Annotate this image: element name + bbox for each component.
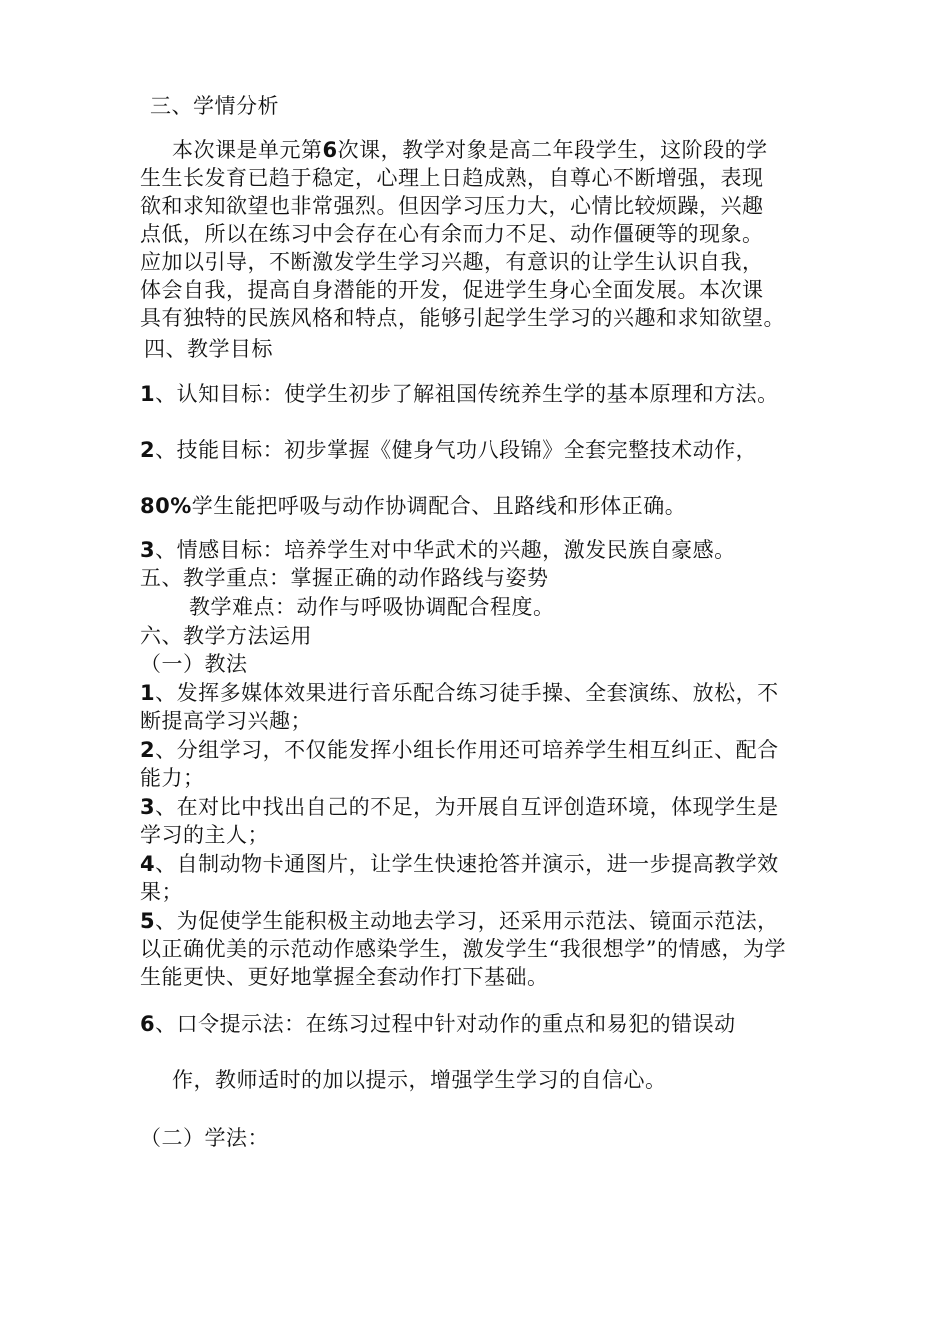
paragraph-line: 点低，所以在练习中会存在心有余而力不足、动作僵硬等的现象。 [140,222,764,246]
section-4-heading: 四、教学目标 [144,337,273,361]
method-item-continued: 作，教师适时的加以提示，增强学生学习的自信心。 [172,1068,667,1092]
goal-skill: 2、技能目标：初步掌握《健身气功八段锦》全套完整技术动作， [140,438,758,462]
method-item: 1、发挥多媒体效果进行音乐配合练习徒手操、全套演练、放松，不 [140,681,779,705]
method-item-continued: 能力； [140,766,205,790]
goal-cognitive: 1、认知目标：使学生初步了解祖国传统养生学的基本原理和方法。 [140,382,779,406]
difficulty-point: 教学难点：动作与呼吸协调配合程度。 [189,595,555,619]
section-3-heading: 三、学情分析 [150,94,279,118]
section-6-heading: 六、教学方法运用 [140,624,312,648]
goal-skill-continued: 80%学生能把呼吸与动作协调配合、且路线和形体正确。 [140,494,687,518]
paragraph-line: 生生长发育已趋于稳定，心理上日趋成熟，自尊心不断增强，表现 [140,166,764,190]
method-item: 3、在对比中找出自己的不足，为开展自互评创造环境，体现学生是 [140,795,779,819]
method-item: 6、口令提示法：在练习过程中针对动作的重点和易犯的错误动 [140,1012,736,1036]
method-item: 2、分组学习，不仅能发挥小组长作用还可培养学生相互纠正、配合 [140,738,779,762]
teaching-method-heading: （一）教法 [140,652,248,676]
paragraph-line: 本次课是单元第6次课，教学对象是高二年段学生，这阶段的学 [172,138,768,162]
paragraph-line: 具有独特的民族风格和特点，能够引起学生学习的兴趣和求知欲望。 [140,306,785,330]
paragraph-line: 应加以引导，不断激发学生学习兴趣，有意识的让学生认识自我， [140,250,764,274]
paragraph-line: 欲和求知欲望也非常强烈。但因学习压力大，心情比较烦躁，兴趣 [140,194,764,218]
key-point: 五、教学重点：掌握正确的动作路线与姿势 [140,566,549,590]
paragraph-line: 体会自我，提高自身潜能的开发，促进学生身心全面发展。本次课 [140,278,764,302]
method-item-continued: 生能更快、更好地掌握全套动作打下基础。 [140,965,549,989]
learning-method-heading: （二）学法： [140,1126,269,1150]
method-item: 5、为促使学生能积极主动地去学习，还采用示范法、镜面示范法， [140,909,779,933]
method-item-continued: 学习的主人； [140,823,269,847]
method-item-continued: 果； [140,880,183,904]
goal-emotional: 3、情感目标：培养学生对中华武术的兴趣，激发民族自豪感。 [140,538,736,562]
method-item-continued: 以正确优美的示范动作感染学生，激发学生“我很想学”的情感，为学 [140,937,786,961]
method-item-continued: 断提高学习兴趣； [140,709,312,733]
method-item: 4、自制动物卡通图片，让学生快速抢答并演示，进一步提高教学效 [140,852,779,876]
